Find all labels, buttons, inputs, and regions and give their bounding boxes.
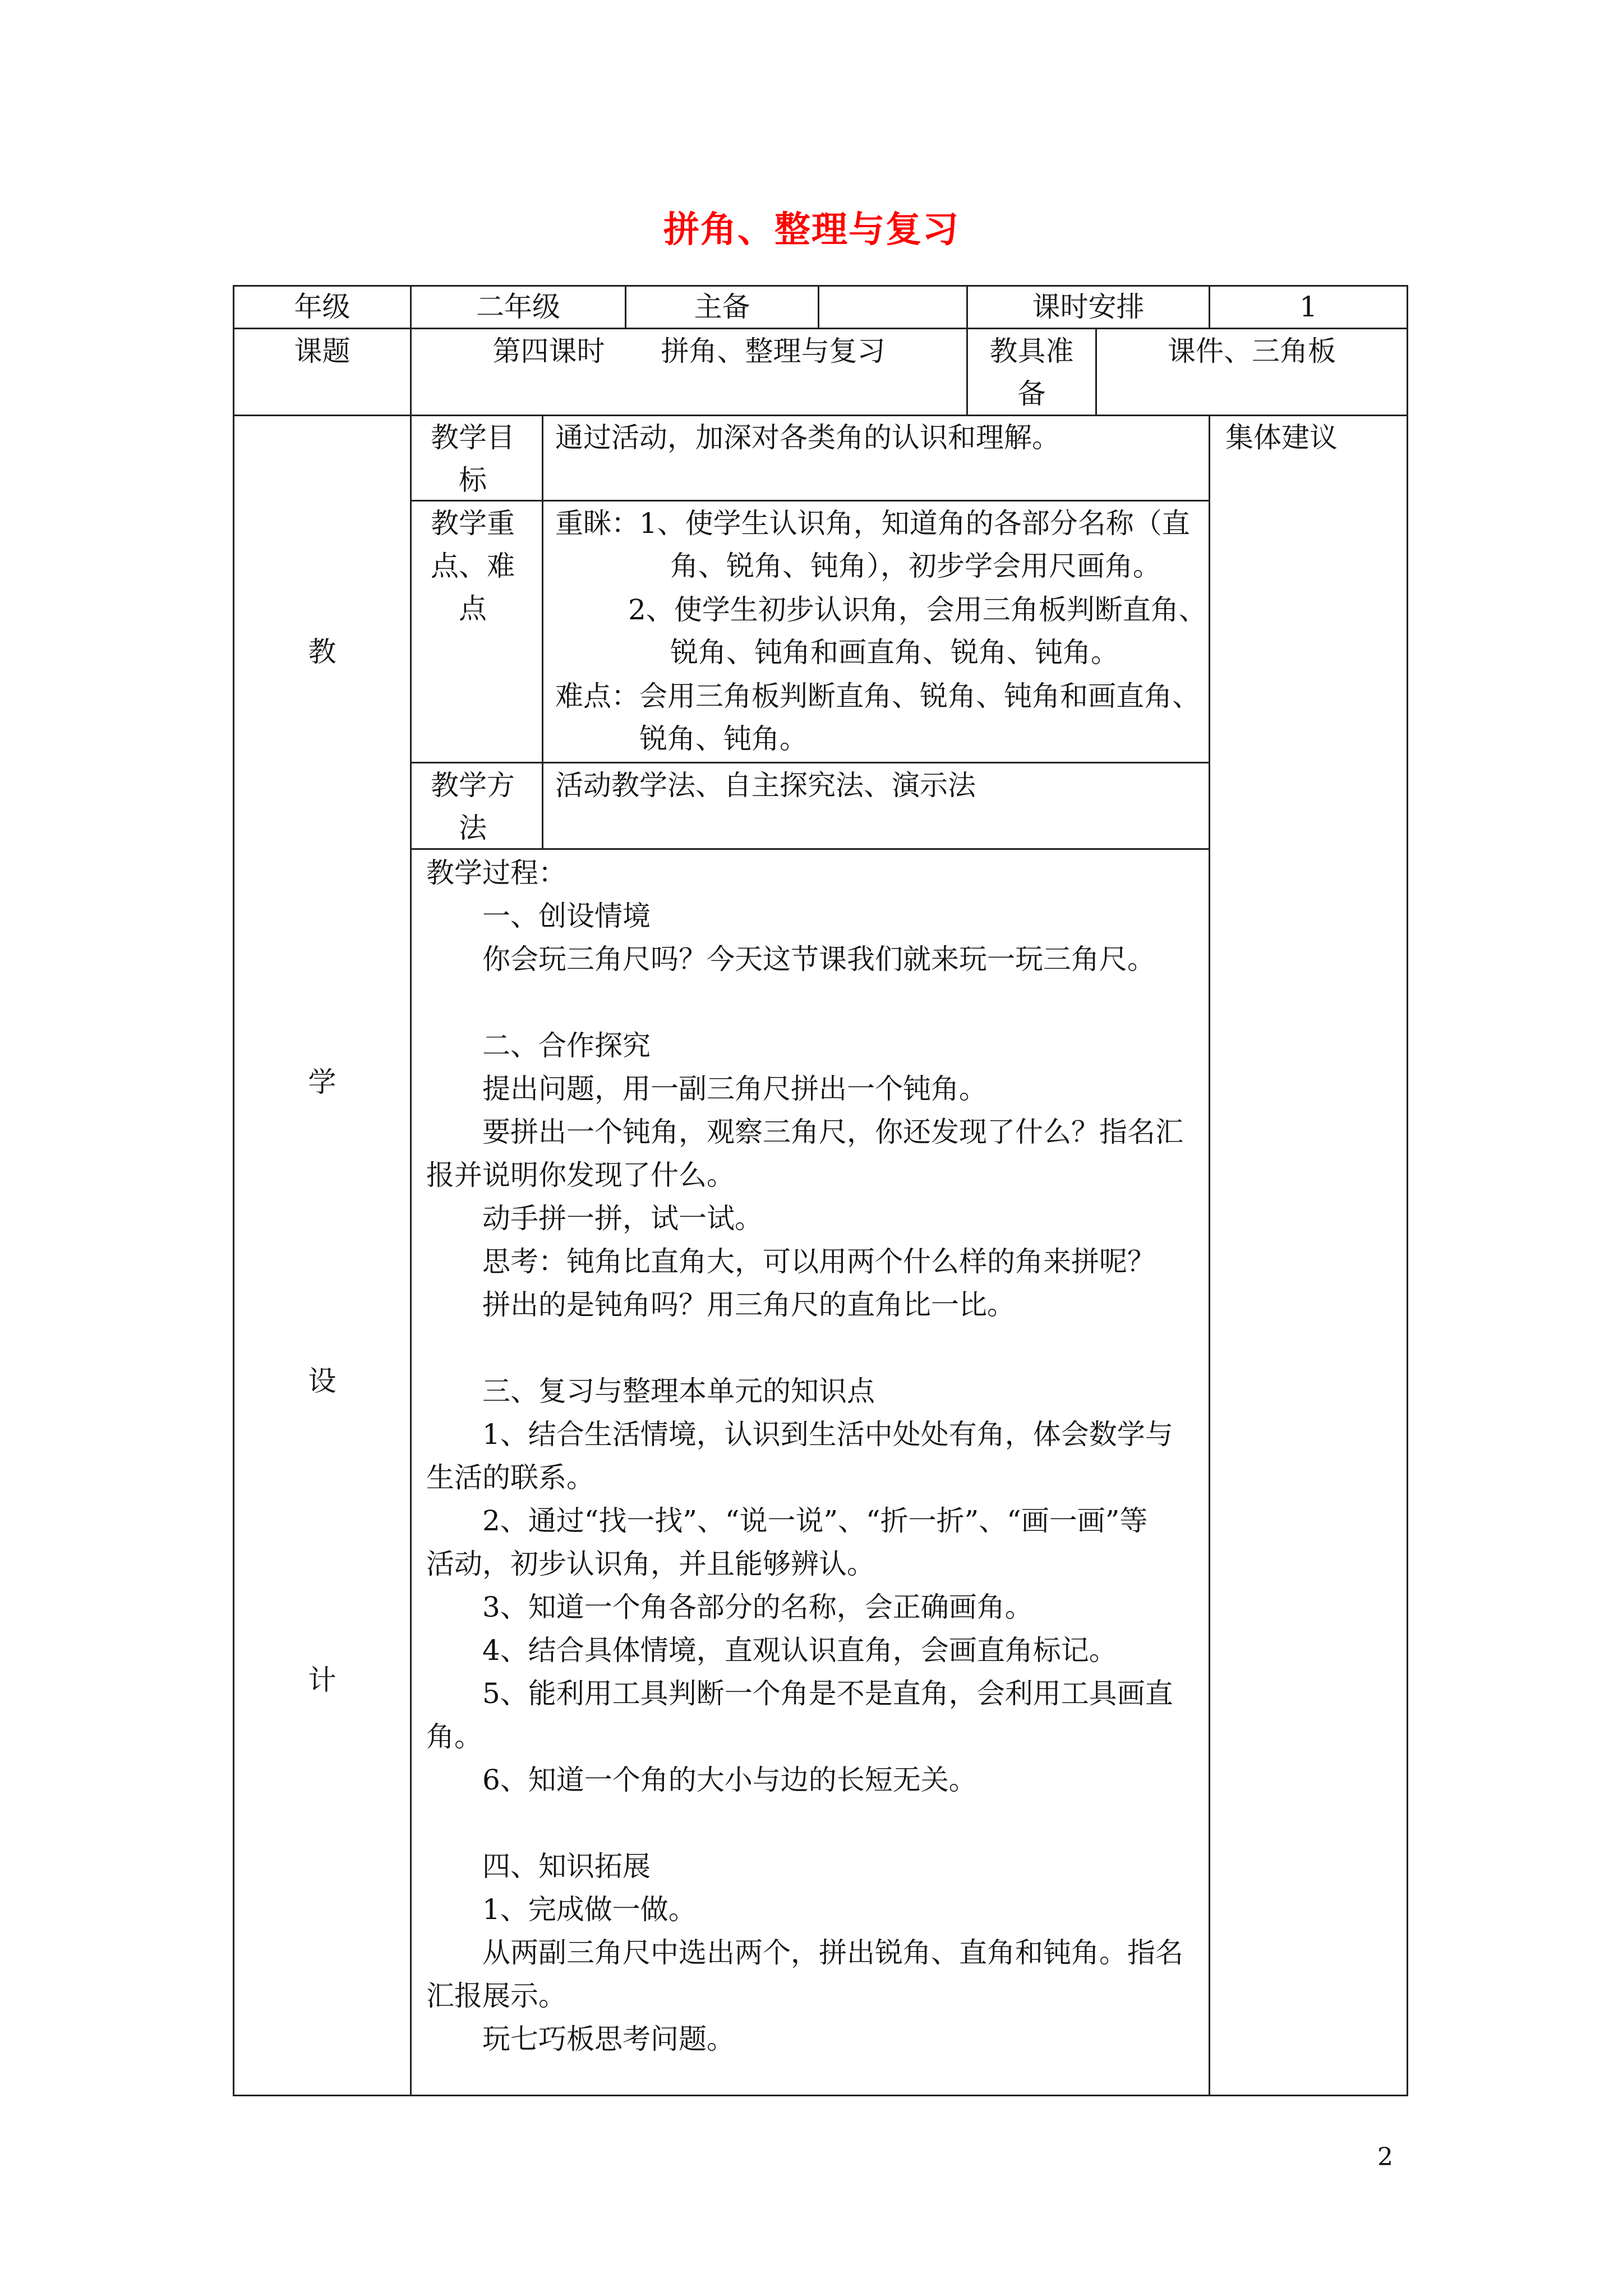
process-line: 3、知道一个角各部分的名称，会正确画角。 xyxy=(482,1591,1033,1623)
collective-suggestion-label: 集体建议 xyxy=(1225,421,1338,454)
process-line: 要拼出一个钝角，观察三角尺，你还发现了什么？指名汇 xyxy=(482,1116,1183,1148)
keypoints-label-line-3: 点 xyxy=(459,592,487,625)
side-char-4: 计 xyxy=(308,1664,336,1696)
process-line: 1、结合生活情境，认识到生活中处处有角，体会数学与 xyxy=(482,1418,1173,1451)
grade-value: 二年级 xyxy=(476,291,560,323)
side-char-3: 设 xyxy=(308,1365,336,1397)
process-heading: 教学过程： xyxy=(426,857,566,889)
process-line: 汇报展示。 xyxy=(426,1980,566,2012)
process-line: 思考：钝角比直角大，可以用两个什么样的角来拼呢？ xyxy=(482,1245,1155,1278)
process-line: 2、通过“找一找”、“说一说”、“折一折”、“画一画”等 xyxy=(482,1504,1148,1537)
process-line: 生活的联系。 xyxy=(426,1461,594,1494)
keypoints-label-line-2: 点、难 xyxy=(431,550,515,582)
lead-label: 主备 xyxy=(694,291,750,323)
document-title: 拼角、整理与复习 xyxy=(663,209,960,251)
process-line: 提出问题，用一副三角尺拼出一个钝角。 xyxy=(482,1073,987,1105)
keypoints-line: 难点：会用三角板判断直角、锐角、钝角和画直角、 xyxy=(555,680,1200,712)
keypoints-line: 重眯：1、使学生认识角，知道角的各部分名称（直 xyxy=(555,507,1190,540)
process-line: 玩七巧板思考问题。 xyxy=(482,2023,735,2055)
process-line: 5、能利用工具判断一个角是不是直角，会利用工具画直 xyxy=(482,1677,1173,1710)
goal-label-line-1: 教学目 xyxy=(431,421,515,454)
tools-label-line-2: 备 xyxy=(1017,378,1046,410)
keypoints-line: 角、锐角、钝角），初步学会用尺画角。 xyxy=(670,550,1161,582)
process-line: 从两副三角尺中选出两个，拼出锐角、直角和钝角。指名 xyxy=(482,1936,1183,1969)
process-line: 动手拼一拼，试一试。 xyxy=(482,1202,763,1235)
side-char-1: 教 xyxy=(308,636,336,668)
period-label: 课时安排 xyxy=(1032,291,1145,323)
topic-value: 第四课时 拼角、整理与复习 xyxy=(492,335,886,367)
process-line: 4、结合具体情境，直观认识直角，会画直角标记。 xyxy=(482,1634,1117,1667)
process-line: 角。 xyxy=(426,1720,482,1753)
keypoints-label-line-1: 教学重 xyxy=(431,507,515,540)
grade-label: 年级 xyxy=(294,291,351,323)
process-line: 一、创设情境 xyxy=(482,900,651,932)
goal-text: 通过活动，加深对各类角的认识和理解。 xyxy=(555,421,1060,454)
keypoints-line: 锐角、钝角和画直角、锐角、钝角。 xyxy=(670,636,1119,669)
keypoints-line: 锐角、钝角。 xyxy=(639,723,808,755)
keypoints-line: 2、使学生初步认识角，会用三角板判断直角、 xyxy=(628,593,1207,626)
process-line: 拼出的是钝角吗？用三角尺的直角比一比。 xyxy=(482,1289,1015,1321)
process-line: 1、完成做一做。 xyxy=(482,1893,697,1926)
process-line: 活动，初步认识角，并且能够辨认。 xyxy=(426,1548,875,1580)
method-label-line-1: 教学方 xyxy=(431,769,515,802)
page-number: 2 xyxy=(1377,2143,1393,2171)
tools-label-line-1: 教具准 xyxy=(989,335,1074,367)
process-line: 你会玩三角尺吗？今天这节课我们就来玩一玩三角尺。 xyxy=(482,943,1155,976)
topic-label: 课题 xyxy=(294,335,351,367)
process-line: 四、知识拓展 xyxy=(482,1850,651,1883)
side-char-2: 学 xyxy=(308,1066,336,1098)
process-line: 报并说明你发现了什么。 xyxy=(426,1159,735,1191)
process-line: 6、知道一个角的大小与边的长短无关。 xyxy=(482,1764,977,1796)
goal-label-line-2: 标 xyxy=(459,464,487,496)
period-value: 1 xyxy=(1299,291,1317,323)
method-label-line-2: 法 xyxy=(459,812,487,844)
process-line: 二、合作探究 xyxy=(482,1029,651,1062)
method-text: 活动教学法、自主探究法、演示法 xyxy=(555,769,976,802)
process-line: 三、复习与整理本单元的知识点 xyxy=(482,1375,875,1407)
tools-value: 课件、三角板 xyxy=(1168,335,1336,367)
